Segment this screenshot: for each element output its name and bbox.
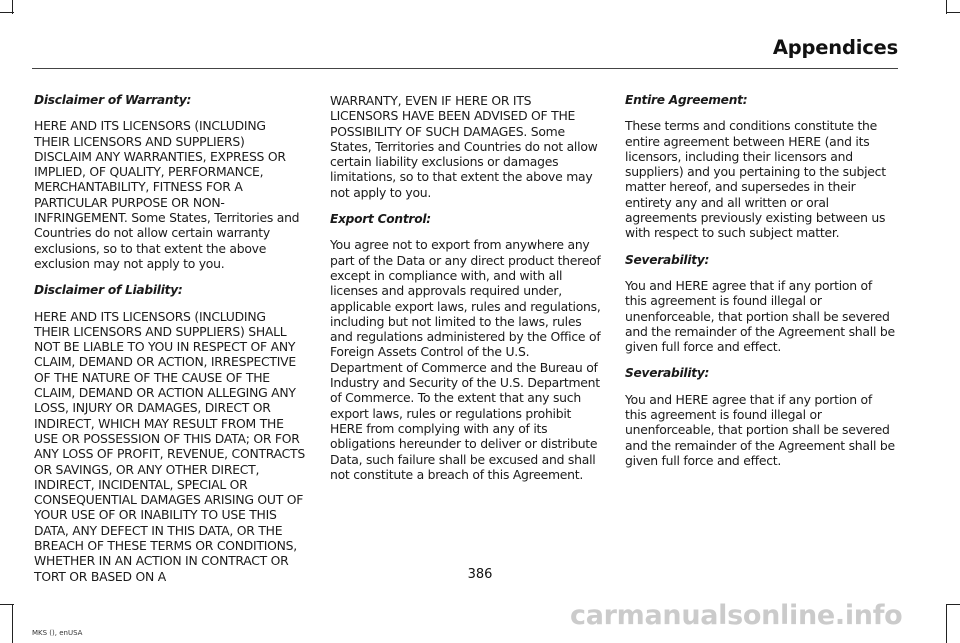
section-heading: Entire Agreement: bbox=[625, 93, 748, 107]
paragraph: You agree not to export from anywhere any part of the Data or any direct product thereof except in compliance with, and with all licenses and approvals required under, applicable export laws, rules and regulations, including but not limited to the laws, rules and regulations administered by the Office of Foreign Assets Control of the U.S. Department of Commerce and the Bureau of Industry and Security of the U.S. Department of Commerce. To the extent that any such export laws, rules or regulations prohibit HERE from complying with any of its obligations hereunder to deliver or distribute Data, such failure shall be excused and shall not constitute a breach of this Agreement. bbox=[330, 237, 601, 482]
header-divider bbox=[32, 68, 898, 69]
paragraph: WARRANTY, EVEN IF HERE OR ITS LICENSORS HAVE BEEN ADVISED OF THE POSSIBILITY OF SUCH DAMAGES. Some States, Territories and Countries do not allow certain liability exclusions or damages limitations, so to that extent the above may not apply to you. bbox=[330, 93, 598, 200]
paragraph: These terms and conditions constitute the entire agreement between HERE (and its licensors, including their licensors and suppliers) and you pertaining to the subject matter hereof, and supersedes in their entirety any and all written or oral agreements previously existing between us with respect to such subject matter. bbox=[625, 118, 886, 241]
paragraph: You and HERE agree that if any portion of this agreement is found illegal or unenforceable, that portion shall be severed and the remainder of the Agreement shall be given full force and effect. bbox=[625, 391, 895, 468]
watermark: carmanualsonline.info bbox=[570, 600, 903, 631]
page-number: 386 bbox=[467, 567, 493, 582]
paragraph: HERE AND ITS LICENSORS (INCLUDING THEIR LICENSORS AND SUPPLIERS) SHALL NOT BE LIABLE TO YOU IN RESPECT OF ANY CLAIM, DEMAND OR ACTION, IRRESPECTIVE OF THE NATURE OF THE CAUSE OF THE CLAIM, DEMAND OR ACTION ALLEGING ANY LOSS, INJURY OR DAMAGES, DIRECT OR INDIRECT, WHICH MAY RESULT FROM THE USE OR POSSESSION OF THIS DATA; OR FOR ANY LOSS OF PROFIT, REVENUE, CONTRACTS OR SAVINGS, OR ANY OTHER DIRECT, INDIRECT, INCIDENTAL, SPECIAL OR CONSEQUENTIAL DAMAGES ARISING OUT OF YOUR USE OF OR INABILITY TO USE THIS DATA, ANY DEFECT IN THIS DATA, OR THE BREACH OF THESE TERMS OR CONDITIONS, WHETHER IN AN ACTION IN CONTRACT OR TORT OR BASED ON A bbox=[34, 308, 305, 584]
document-code: MKS (), enUSA bbox=[32, 629, 83, 637]
text-column-1 bbox=[34, 93, 305, 596]
page-title: Appendices bbox=[772, 36, 898, 59]
text-column-3 bbox=[625, 93, 896, 480]
crop-mark bbox=[0, 12, 14, 13]
section-heading: Severability: bbox=[625, 252, 710, 267]
crop-mark bbox=[0, 604, 14, 605]
section-heading: Disclaimer of Warranty: bbox=[34, 93, 192, 107]
paragraph: HERE AND ITS LICENSORS (INCLUDING THEIR LICENSORS AND SUPPLIERS) DISCLAIM ANY WARRANTIES, EXPRESS OR IMPLIED, OF QUALITY, PERFORMANCE, MERCHANTABILITY, FITNESS FOR A PARTICULAR PURPOSE OR NON-INFRINGEMENT. Some States, Territories and Countries do not allow certain warranty exclusions, so to that extent the above exclusion may not apply to you. bbox=[34, 118, 300, 271]
text-column-2 bbox=[330, 93, 601, 494]
section-heading: Severability: bbox=[625, 366, 710, 381]
paragraph: You and HERE agree that if any portion of this agreement is found illegal or unenforceable, that portion shall be severed and the remainder of the Agreement shall be given full force and effect. bbox=[625, 277, 895, 355]
section-heading: Disclaimer of Liability: bbox=[34, 283, 183, 298]
section-heading: Export Control: bbox=[330, 212, 431, 227]
crop-mark bbox=[946, 12, 960, 13]
crop-mark bbox=[12, 604, 13, 643]
